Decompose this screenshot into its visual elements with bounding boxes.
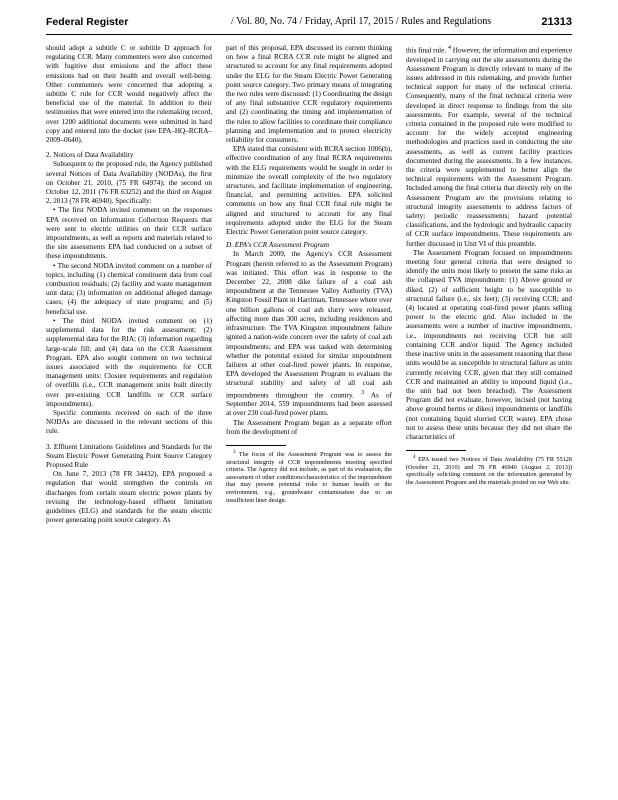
bullet-paragraph: • The second NODA invited comment on a number of topics, including (1) chemical constituent data from coal combustion residuals; (2) facility and waste management unit data; (3) information on additional alleged damage cases; (4) the adequacy of state programs; and (5) beneficial use. — [46, 261, 212, 316]
issue-info: / Vol. 80, No. 74 / Friday, April 17, 2015 / Rules and Regulations — [231, 16, 492, 27]
paragraph: On June 7, 2013 (78 FR 34432), EPA proposed a regulation that would strengthen the controls on discharges from certain steam electric power plants by revising the technology-based effluent limitation guidelines (ELG) and standards for the steam electric power generating point source category. As — [46, 470, 212, 525]
footnote-text: The focus of the Assessment Program was to assess the structural integrity of CCR impoundments meeting specified criteria. The Agency did not include, as part of its evaluation, the assessment of other conditions/characteristics of the impoundment that may present potential risks to human health or the environment, e.g., groundwater contamination due to an insufficient liner design. — [226, 450, 392, 504]
paragraph: EPA stated that consistent with RCRA section 1006(b), effective coordination of any final RCRA requirements with the ELG requirements would be sought in order to minimize the overall complexity of the two regulatory structures, and facilitate implementation of engineering, financial, and permitting activities. EPA solicited comments on how any final CCR final rule might be aligned and structured to account for any final requirements adopted under the ELG for the Steam Electric Power Generation point source category. — [226, 145, 392, 237]
section-heading: 3. Effluent Limitations Guidelines and Standards for the Steam Electric Power Generating Point Source Category Proposed Rule — [46, 442, 212, 469]
page-header — [46, 14, 572, 35]
publication-name: Federal Register — [46, 16, 129, 28]
column-3 — [406, 44, 572, 786]
section-heading: 2. Notices of Data Availability — [46, 151, 134, 160]
footnote-ref[interactable]: 3 — [361, 389, 365, 396]
bullet-paragraph: • The first NODA invited comment on the responses EPA received on Information Collection Requests that were sent to electric utilities on their CCR surface impoundments, as well as reports and materials related to the site assessments EPA had conducted on a subset of these impoundments. — [46, 206, 212, 261]
paragraph: Specific comments received on each of the three NODAs are discussed in the relevant sections of this rule. — [46, 408, 212, 436]
paragraph: part of this proposal, EPA discussed its current thinking on how a final RCRA CCR rule might be aligned and structured to account for any final requirements adopted under the ELG for the Steam Electric Power Generating point source category. Two primary means of integrating the two rules were discussed: (1) Coordinating the design of any final substantive CCR regulatory requirements and (2) coordinating the timing and implementation of the rules to allow facilities to coordinate their compliance planning and implementation and to protect electricity reliability for consumers. — [226, 44, 392, 145]
paragraph — [226, 250, 392, 418]
footnote — [226, 449, 392, 504]
column-1 — [46, 44, 212, 786]
paragraph-text: However, the information and experience developed in carrying out the site assessments during the Assessment Program is directly relevant to many of the issues addressed in this rulemaking, and provide further technical support for many of the technical criteria. Consequently, many of the final technical criteria were developed in direct response to findings from the site assessments. For example, several of the technical criteria contained in the proposed rule were modified to account for the widely accepted engineering methodologies and practices used in conducting the site assessments, as well as current facility practices documented during the assessments. In a few instances, the criteria were supplemented to better align the technical requirements with the Assessment Program. Included among the final criteria that directly rely on the Assessment Program are the provisions relating to structural integrity assessments to address factors of safety; periodic reassessments; hazard potential classifications, and the hydrologic and hydraulic capacity of CCR surface impoundments. These requirements are further discussed in Unit VI of this preamble. — [406, 46, 572, 248]
column-2 — [226, 44, 392, 786]
paragraph: Subsequent to the proposed rule, the Agency published several Notices of Data Availability (NODAs), the first on October 21, 2010, (75 FR 64974); the second on October 12, 2011 (76 FR 63252) and the third on August 2, 2013 (78 FR 46940). Specifically: — [46, 160, 212, 206]
footnote-ref[interactable]: 4 — [447, 45, 451, 51]
footnote-number: 4 — [413, 454, 416, 461]
paragraph-text: this final rule. — [406, 46, 447, 55]
paragraph — [406, 44, 572, 249]
footnote-divider — [226, 445, 286, 446]
subsection-heading: D. EPA's CCR Assessment Program — [226, 241, 330, 250]
paragraph-text: In March 2009, the Agency's CCR Assessment Program (herein referred to as the Assessment Program) was initiated. This effort was in response to the December 22, 2008 dike failure of a coal ash impoundment at the Tennessee Valley Authority (TVA) Kingston Fossil Plant in Harriman, Tennessee where over one billion gallons of coal ash slurry were released, affecting more than 300 acres, including residences and infrastructure. The TVA Kingston impoundment failure ignited a nation-wide concern over the safety of coal ash impoundments; and EPA was tasked with determining whether the potential existed for similar impoundment failures at other coal-fired power plants. In response, EPA developed the Assessment Program to evaluate the structural stability and safety of all coal ash impoundments throughout the country. — [226, 250, 392, 399]
bullet-paragraph: • The third NODA invited comment on (1) supplemental data for the risk assessment; (2) supplemental data for the RIA; (3) information regarding large-scale fill; and (4) data on the CCR Assessment Program. EPA also sought comment on two technical issues associated with the requirements for CCR management units: Closure requirements and regulation of overfills (i.e., CCR management units built directly over pre-existing CCR landfills or CCR surface impoundments). — [46, 316, 212, 408]
page-number: 21313 — [541, 16, 572, 28]
paragraph: The Assessment Program began as a separate effort from the development of — [226, 418, 392, 436]
paragraph: The Assessment Program focused on impoundments meeting four general criteria that were designed to identify the units most likely to present the same risks as the collapsed TVA impoundment: (1) Above ground or diked, (2) of sufficient height to be susceptible to structural failure (i.e., six feet); (3) receiving CCR; and (4) located at operating coal-fired power plants selling power to the electric grid. Also included in the assessments were a number of inactive impoundments, i.e., impoundments not receiving CCR but still containing CCR and/or liquid. The Agency included these inactive units in the assessment reasoning that these units would be as susceptible to structural failure as units currently receiving CCR, given that they still contained CCR and maintained an ability to impound liquid (i.e., the unit had not been breached). The Assessment Program did not evaluate, however, incised (not having above ground berms or dikes) impoundments or landfills (not containing liquid slurried CCR waste). EPA chose not to assess these units because they did not share the characteristics of — [406, 248, 572, 441]
footnote — [406, 454, 572, 486]
paragraph-text: As of September 2014, 559 impoundments had been assessed at over 230 coal-fired power plants. — [226, 390, 392, 418]
footnote-divider — [406, 450, 466, 451]
footnote-text: EPA issued two Notices of Data Availability (75 FR 55128 (October 21, 2010) and 78 FR 46940 (August 2, 2013)) specifically soliciting comment on the information generated by the Assessment Program and the materials posted on our Web site. — [406, 456, 572, 486]
footnote-number: 3 — [233, 448, 236, 455]
paragraph: should adopt a subtitle C or subtitle D approach for regulating CCR. Many commenters were also concerned with fugitive dust emissions and the affect these emissions had on their health and overall well-being. Other commenters were concerned that adopting a subtitle C rule for CCR would negatively affect the beneficial use of the material. In addition to their testimonies that were entered into the rulemaking record, over 1200 additional documents were submitted in hard copy and entered into the docket (see EPA–HQ–RCRA–2009–0640). — [46, 44, 212, 145]
